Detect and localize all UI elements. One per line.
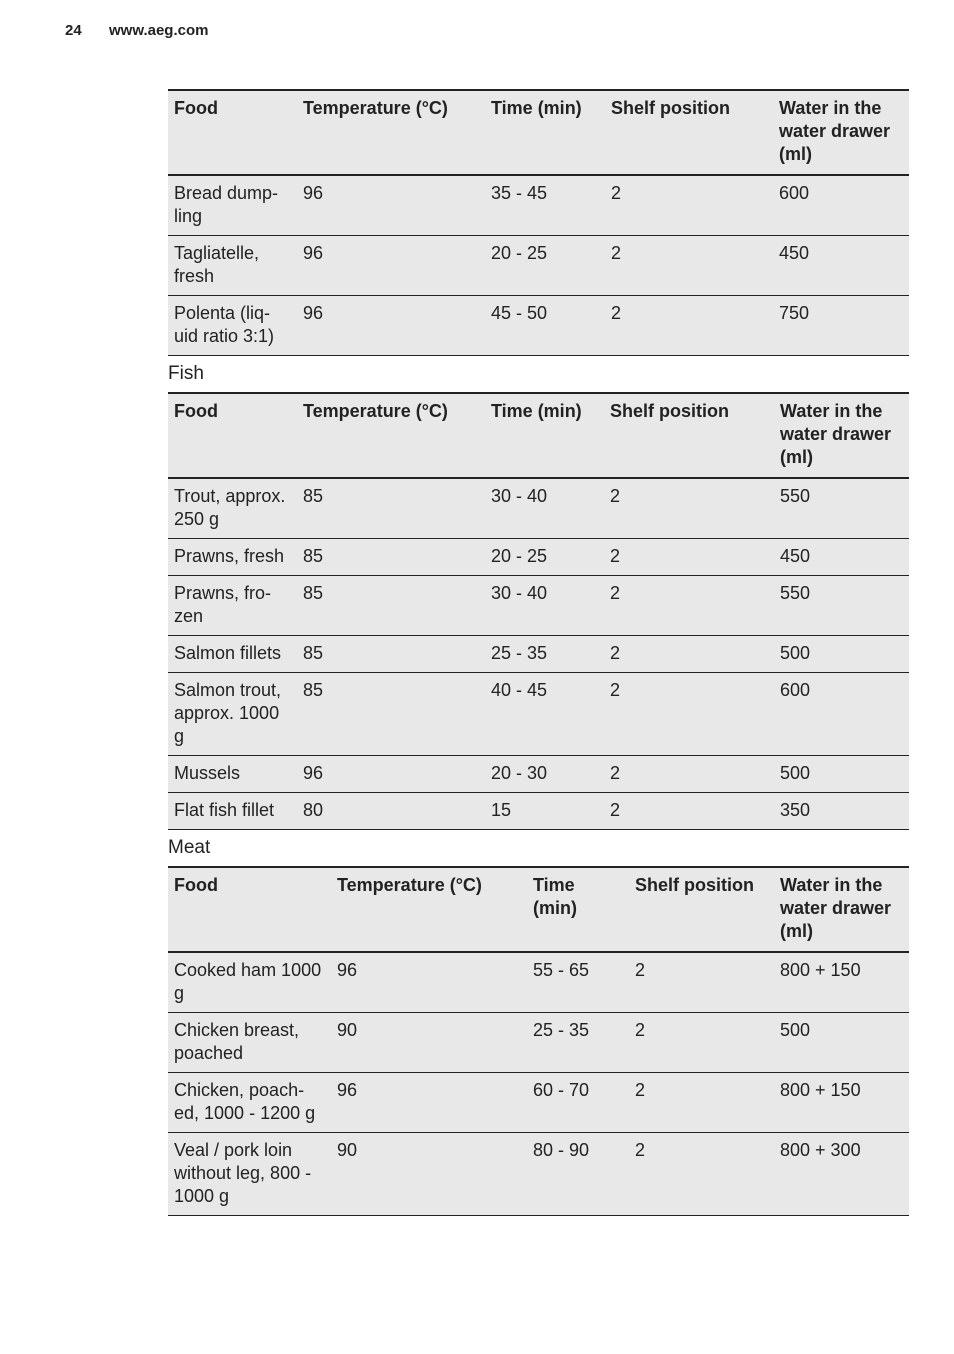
cell-temperature: 96: [337, 960, 358, 980]
cell-time: 40 - 45: [491, 680, 548, 700]
cell-food: Chicken breast, poached: [174, 1020, 300, 1063]
cell-time: 25 - 35: [491, 643, 548, 663]
cell-time: 20 - 25: [491, 546, 548, 566]
cell-water: 350: [780, 800, 811, 820]
cell-food: Bread dump-ling: [174, 183, 279, 226]
cell-temperature: 90: [337, 1020, 358, 1040]
cell-temperature: 96: [303, 763, 324, 783]
table-meat: [168, 866, 909, 1216]
col-header-temperature: Temperature (°C): [303, 401, 448, 421]
table-row: [168, 673, 909, 756]
col-header-temperature: Temperature (°C): [337, 875, 482, 895]
cell-food: Prawns, fro-zen: [174, 583, 272, 626]
cell-temperature: 85: [303, 486, 324, 506]
cell-shelf: 2: [610, 583, 621, 603]
cell-food: Chicken, poach-ed, 1000 - 1200 g: [174, 1080, 316, 1123]
cell-temperature: 96: [303, 303, 324, 323]
cell-time: 30 - 40: [491, 583, 548, 603]
cell-temperature: 80: [303, 800, 324, 820]
table-row: [168, 175, 909, 236]
col-header-shelf: Shelf position: [635, 875, 754, 895]
cell-water: 600: [779, 183, 810, 203]
table-row: [168, 478, 909, 539]
cell-time: 55 - 65: [533, 960, 590, 980]
section-label-fish: Fish: [168, 363, 204, 384]
cell-time: 20 - 25: [491, 243, 548, 263]
cell-time: 80 - 90: [533, 1140, 590, 1160]
cell-water: 800 + 300: [780, 1140, 861, 1160]
cell-time: 60 - 70: [533, 1080, 590, 1100]
table-fish: [168, 392, 909, 830]
cell-shelf: 2: [610, 800, 621, 820]
cell-food: Polenta (liq-uid ratio 3:1): [174, 303, 275, 346]
cell-shelf: 2: [611, 183, 622, 203]
cell-time: 30 - 40: [491, 486, 548, 506]
cell-temperature: 90: [337, 1140, 358, 1160]
table-row: [168, 636, 909, 673]
cell-food: Flat fish fillet: [174, 800, 275, 820]
cell-time: 20 - 30: [491, 763, 548, 783]
table-header-row: [168, 393, 909, 478]
cell-shelf: 2: [610, 763, 621, 783]
table-header-row: [168, 867, 909, 952]
col-header-water: Water in the water drawer (ml): [780, 401, 892, 467]
cell-time: 15: [491, 800, 512, 820]
cell-shelf: 2: [611, 303, 622, 323]
cell-shelf: 2: [635, 1080, 646, 1100]
cell-shelf: 2: [610, 643, 621, 663]
table-row: [168, 1133, 909, 1216]
cell-food: Veal / pork loin without leg, 800 - 1000 g: [174, 1140, 312, 1206]
section-label-meat: Meat: [168, 837, 211, 858]
table-row: [168, 1013, 909, 1073]
cell-water: 500: [780, 1020, 811, 1040]
cell-shelf: 2: [635, 1140, 646, 1160]
table-row: [168, 576, 909, 636]
col-header-food: Food: [174, 98, 218, 118]
cell-water: 450: [780, 546, 811, 566]
table-row: [168, 236, 909, 296]
col-header-time: Time (min): [533, 875, 577, 918]
cell-water: 550: [780, 486, 811, 506]
col-header-shelf: Shelf position: [611, 98, 730, 118]
col-header-water: Water in the water drawer (ml): [780, 875, 892, 941]
cell-temperature: 85: [303, 583, 324, 603]
cell-temperature: 96: [303, 243, 324, 263]
cell-food: Salmon trout, approx. 1000 g: [174, 680, 282, 746]
col-header-time: Time (min): [491, 98, 582, 118]
page-header: [65, 22, 208, 39]
col-header-shelf: Shelf position: [610, 401, 729, 421]
cell-shelf: 2: [610, 680, 621, 700]
cell-temperature: 96: [303, 183, 324, 203]
cell-shelf: 2: [610, 546, 621, 566]
cell-water: 450: [779, 243, 810, 263]
cell-food: Trout, approx. 250 g: [174, 486, 286, 529]
table-row: [168, 296, 909, 356]
cell-food: Cooked ham 1000 g: [174, 960, 322, 1003]
col-header-time: Time (min): [491, 401, 582, 421]
col-header-temperature: Temperature (°C): [303, 98, 448, 118]
cell-water: 800 + 150: [780, 1080, 861, 1100]
cell-temperature: 85: [303, 643, 324, 663]
cell-water: 750: [779, 303, 810, 323]
cell-food: Prawns, fresh: [174, 546, 285, 566]
cell-water: 500: [780, 643, 811, 663]
col-header-food: Food: [174, 401, 218, 421]
table-pasta: [168, 89, 909, 356]
table-row: [168, 1073, 909, 1133]
table-row: [168, 952, 909, 1013]
cell-time: 45 - 50: [491, 303, 548, 323]
cell-water: 550: [780, 583, 811, 603]
table-row: [168, 539, 909, 576]
cell-food: Tagliatelle, fresh: [174, 243, 260, 286]
col-header-water: Water in the water drawer (ml): [779, 98, 891, 164]
page-number: 24: [65, 22, 82, 39]
cell-temperature: 85: [303, 680, 324, 700]
table-header-row: [168, 90, 909, 175]
cell-food: Salmon fillets: [174, 643, 282, 663]
cell-temperature: 96: [337, 1080, 358, 1100]
cell-water: 600: [780, 680, 811, 700]
cell-water: 500: [780, 763, 811, 783]
cell-food: Mussels: [174, 763, 241, 783]
cell-time: 25 - 35: [533, 1020, 590, 1040]
col-header-food: Food: [174, 875, 218, 895]
cell-water: 800 + 150: [780, 960, 861, 980]
cell-time: 35 - 45: [491, 183, 548, 203]
website-link[interactable]: www.aeg.com: [109, 22, 209, 39]
cell-temperature: 85: [303, 546, 324, 566]
cell-shelf: 2: [635, 960, 646, 980]
cell-shelf: 2: [611, 243, 622, 263]
table-row: [168, 756, 909, 793]
cell-shelf: 2: [610, 486, 621, 506]
table-row: [168, 793, 909, 830]
cell-shelf: 2: [635, 1020, 646, 1040]
